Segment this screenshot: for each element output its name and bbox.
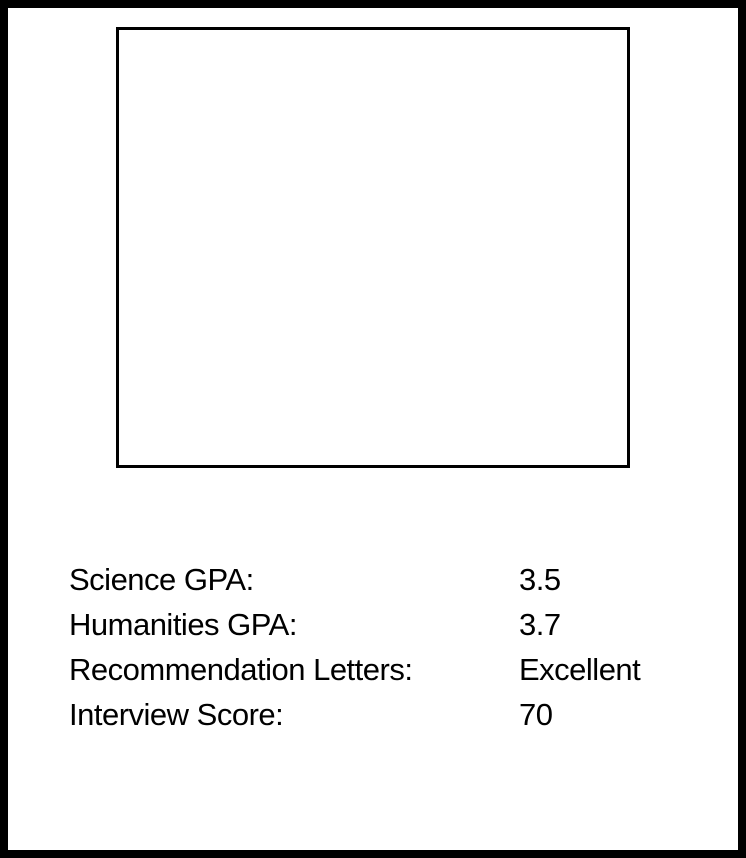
science-gpa-value: 3.5 [519,562,561,597]
attribute-row-interview-score [69,692,709,737]
attribute-row-humanities-gpa [69,602,709,647]
humanities-gpa-label: Humanities GPA: [69,607,297,642]
photo-placeholder [116,27,630,468]
interview-score-value: 70 [519,697,553,732]
interview-score-label: Interview Score: [69,697,284,732]
recommendation-letters-label: Recommendation Letters: [69,652,413,687]
attribute-row-recommendation-letters [69,647,709,692]
attribute-row-science-gpa [69,557,709,602]
humanities-gpa-value: 3.7 [519,607,561,642]
recommendation-letters-value: Excellent [519,652,641,687]
science-gpa-label: Science GPA: [69,562,254,597]
applicant-attributes [69,557,709,737]
